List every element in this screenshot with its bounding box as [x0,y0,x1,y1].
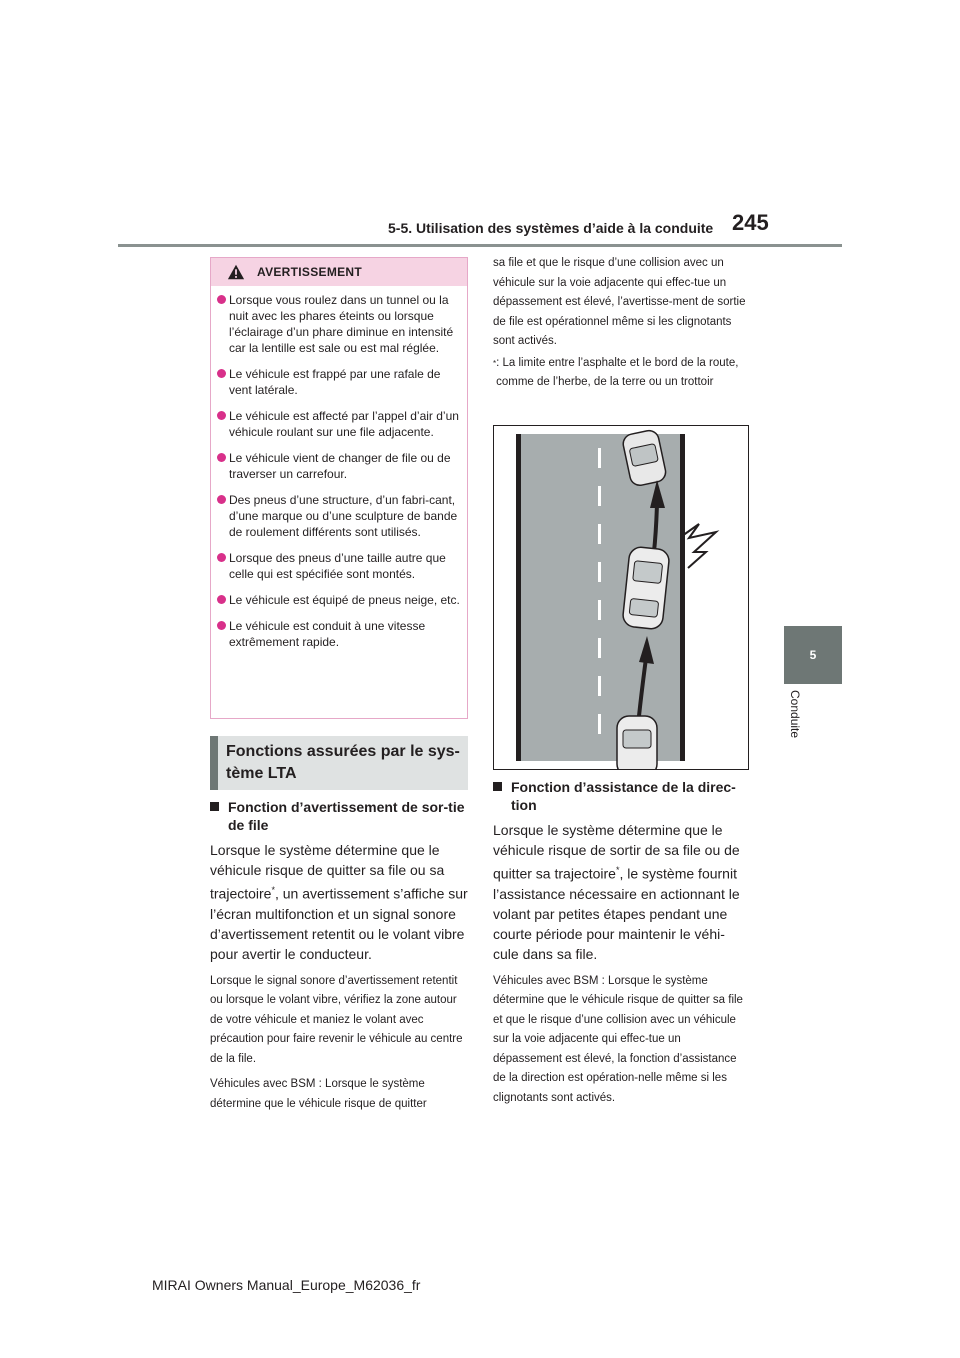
car-center [622,546,670,630]
car-bottom [617,716,657,769]
list-item: Le véhicule est conduit à une vitesse extrêmement rapide. [217,618,463,650]
warning-header [211,258,467,286]
section-heading [210,736,468,790]
list-item: Des pneus d’une structure, d’un fabri-cant, d’une marque ou d’une sculpture de bande de roulement différents sont utilisés. [217,492,463,540]
square-bullet-icon [210,802,219,811]
road-diagram [494,426,748,769]
bullet-icon [217,621,226,630]
footnote: * : La limite entre l’asphalte et le bord de la route, comme de l’herbe, de la terre ou un trottoir [493,356,739,388]
lane-departure-illustration [493,425,749,770]
paragraph-bsm-continued: sa file et que le risque d’une collision avec un véhicule sur la voie adjacente qui effec-tue un dépassement est élevé, l’avertisse-ment de sortie de file est opérationnel même si les clignotants sont activés. [493,257,746,347]
header-divider [118,244,842,247]
list-item: Lorsque des pneus d’une taille autre que celle qui est spécifiée sont montés. [217,550,463,582]
warning-title: AVERTISSEMENT [257,265,363,279]
paragraph-check-surroundings: Lorsque le signal sonore d’avertissement retentit ou lorsque le volant vibre, vérifiez la zone autour de votre véhicule et maniez le volant avec précaution pour faire revenir le véhicule au centre de la file. [210,974,463,1065]
warning-list [217,292,463,660]
section-heading-text: Fonctions assurées par le sys-tème LTA [226,743,460,782]
left-column [210,798,468,1114]
list-item: Le véhicule est affecté par l’appel d’air d’un véhicule roulant sur une file adjacente. [217,408,463,440]
road-edge-left [516,434,521,761]
road-edge-right [680,434,685,761]
right-column-top [493,254,749,393]
list-item: Le véhicule vient de changer de file ou de traverser un carrefour. [217,450,463,482]
list-item: Le véhicule est frappé par une rafale de vent latérale. [217,366,463,398]
warning-box [210,257,468,719]
bullet-icon [217,453,226,462]
heading-accent-bar [210,736,218,790]
list-item: Lorsque vous roulez dans un tunnel ou la nuit avec les phares éteints ou lorsque l’éclairage d’un phare diminue en intensité car la lentille est sale ou est mal réglée. [217,292,463,356]
square-bullet-icon [493,782,502,791]
bullet-icon [217,411,226,420]
chapter-label: Conduite [788,690,802,739]
bullet-icon [217,295,226,304]
paragraph-steering-function: Lorsque le système détermine que le véhicule risque de sortir de sa file ou de quitter sa trajectoire*, le système fournit l’assistance nécessaire en actionnant le volant par petites étapes pendant une courte période pour maintenir le véhi-cule dans sa file. [493,822,740,962]
bullet-icon [217,553,226,562]
right-column-bottom [493,778,749,1108]
subheading-lane-departure: Fonction d’avertissement de sor-tie de file [210,798,468,834]
vibration-zigzag-icon [682,524,716,568]
list-item: Le véhicule est équipé de pneus neige, etc. [217,592,463,608]
footer-document-id: MIRAI Owners Manual_Europe_M62036_fr [152,1277,421,1293]
bullet-icon [217,495,226,504]
chapter-tab[interactable]: 5 [784,626,842,684]
warning-triangle-icon [227,263,245,281]
paragraph-bsm-start: Véhicules avec BSM : Lorsque le système détermine que le véhicule risque de quitter [210,1078,427,1110]
page-number: 245 [732,210,769,235]
subheading-steering-assist: Fonction d’assistance de la direc-tion [493,778,749,814]
bullet-icon [217,595,226,604]
paragraph-bsm-steering: Véhicules avec BSM : Lorsque le système détermine que le véhicule risque de quitter sa file et que le risque d’une collision avec un véhicule sur la voie adjacente qui effec-tue un dépassement est élevé, la fonction d’assistance de la direction est opération-nelle même si les clignotants sont activés. [493,974,743,1104]
section-title: 5-5. Utilisation des systèmes d’aide à la conduite [388,220,714,236]
bullet-icon [217,369,226,378]
paragraph-warning-function: Lorsque le système détermine que le véhicule risque de quitter sa file ou sa trajectoire*, un avertissement s’affiche sur l’écran multifonction et un signal sonore d’avertissement retentit ou le volant vibre pour avertir le conducteur. [210,842,468,962]
